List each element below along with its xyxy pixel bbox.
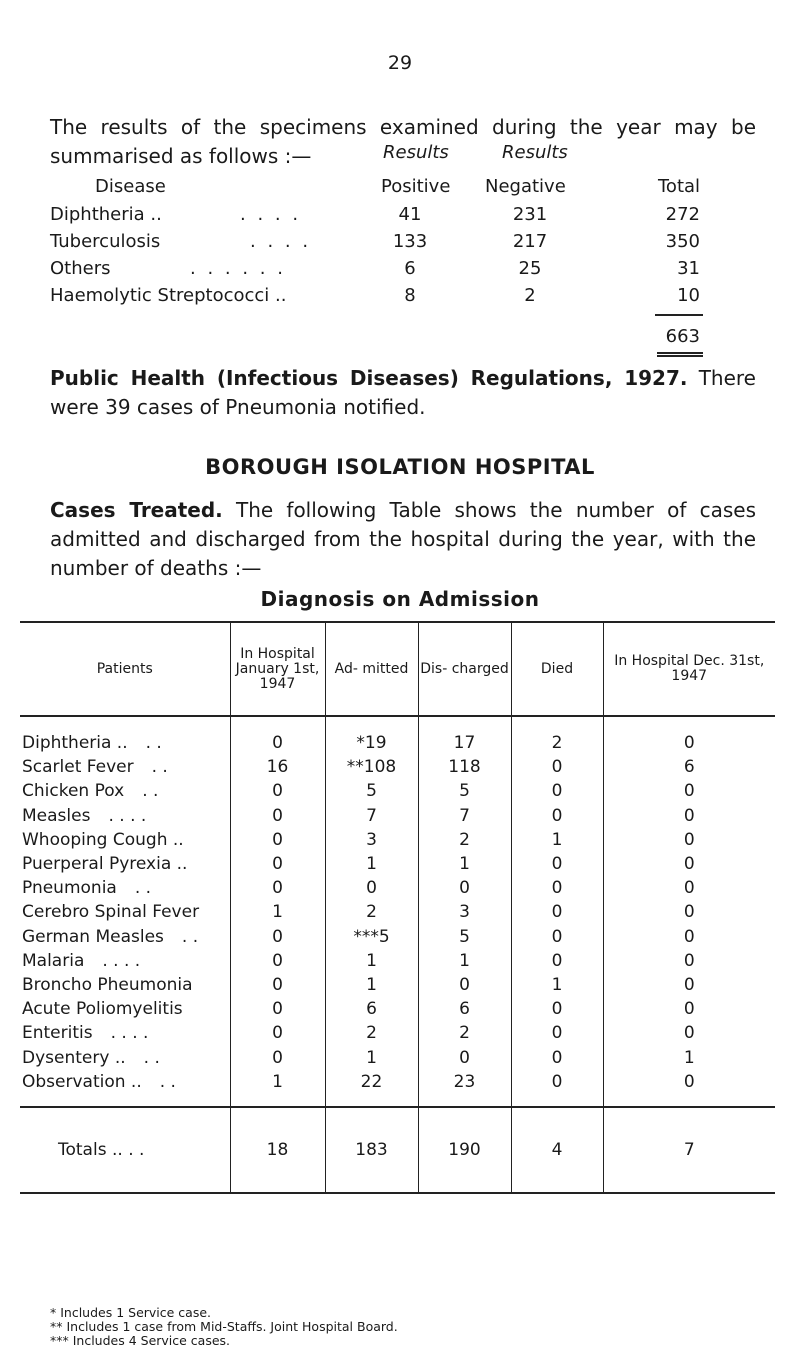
totals-dec: 7 (603, 1107, 775, 1193)
cell-jan: 0 (230, 779, 325, 803)
patient-diagnosis (20, 1070, 230, 1107)
results-negative-header-top: Results (502, 142, 568, 163)
cell-discharged: 23 (418, 1070, 511, 1107)
results-row-total: 350 (665, 231, 700, 252)
diagnosis-name: Whooping Cough .. (22, 829, 184, 850)
patient-diagnosis (20, 828, 230, 852)
table-row (20, 716, 775, 755)
cell-dec: 0 (603, 949, 775, 973)
diagnosis-dots: . . (159, 1071, 176, 1092)
cell-died: 0 (511, 1021, 603, 1045)
cell-dec: 0 (603, 804, 775, 828)
cell-admitted: **108 (325, 755, 418, 779)
results-row-positive: 8 (404, 285, 416, 306)
table-row (20, 755, 775, 779)
table-row (20, 876, 775, 900)
double-rule-top (657, 352, 703, 354)
table-row (20, 925, 775, 949)
cell-died: 0 (511, 925, 603, 949)
cell-discharged: 2 (418, 828, 511, 852)
results-row-disease: Tuberculosis (50, 231, 161, 252)
totals-died: 4 (511, 1107, 603, 1193)
diagnosis-dots: . . (151, 757, 168, 778)
page-number: 29 (387, 52, 413, 74)
table-row (20, 828, 775, 852)
cell-discharged: 5 (418, 779, 511, 803)
cell-jan: 0 (230, 852, 325, 876)
totals-dots: . . (128, 1139, 145, 1160)
cases-treated-paragraph (50, 496, 756, 583)
cell-admitted: 2 (325, 1021, 418, 1045)
header-admitted: Ad- mitted (325, 622, 418, 716)
results-row-disease: Diphtheria .. (50, 204, 162, 225)
cell-jan: 0 (230, 973, 325, 997)
patient-diagnosis (20, 716, 230, 755)
results-row-dots: . . . . (240, 204, 302, 225)
cell-dec: 0 (603, 876, 775, 900)
diagnosis-name: Diphtheria .. (22, 733, 128, 754)
cell-jan: 0 (230, 804, 325, 828)
cases-treated-text: The following Table shows the number of cases admitted and discharged from the hospital during the year, with the number of deaths :— (50, 498, 756, 580)
cell-jan: 16 (230, 755, 325, 779)
cell-admitted: 1 (325, 1045, 418, 1069)
cell-admitted: 3 (325, 828, 418, 852)
patient-diagnosis (20, 925, 230, 949)
cell-jan: 0 (230, 997, 325, 1021)
header-died: Died (511, 622, 603, 716)
cell-jan: 0 (230, 949, 325, 973)
cell-died: 0 (511, 949, 603, 973)
diagnosis-name: Chicken Pox (22, 781, 125, 802)
cell-died: 0 (511, 852, 603, 876)
table-row (20, 900, 775, 924)
results-row-dots: . . . . (250, 231, 312, 252)
table-row (20, 852, 775, 876)
table-row (20, 804, 775, 828)
regulations-title: Public Health (Infectious Diseases) Regulations, 1927. (50, 366, 688, 390)
cell-dec: 0 (603, 1070, 775, 1107)
results-row-negative: 231 (512, 204, 548, 225)
cell-admitted: 2 (325, 900, 418, 924)
regulations-paragraph (50, 364, 756, 422)
diagnosis-name: Enteritis (22, 1023, 93, 1044)
cell-discharged: 17 (418, 716, 511, 755)
cell-discharged: 5 (418, 925, 511, 949)
table-row (20, 779, 775, 803)
results-row-total: 272 (665, 204, 700, 225)
results-row-total: 10 (677, 285, 700, 306)
cell-died: 0 (511, 1045, 603, 1069)
header-in-hospital-jan: In Hospital January 1st, 1947 (230, 622, 325, 716)
diagnosis-dots: . . (181, 926, 199, 947)
cell-dec: 0 (603, 716, 775, 755)
cell-discharged: 0 (418, 1045, 511, 1069)
patient-diagnosis (20, 900, 230, 924)
cell-died: 1 (511, 828, 603, 852)
cell-jan: 0 (230, 1021, 325, 1045)
results-row-positive: 6 (404, 258, 416, 279)
results-row-total: 31 (677, 258, 700, 279)
cell-admitted: 1 (325, 973, 418, 997)
cell-jan: 0 (230, 716, 325, 755)
diagnosis-dots: . . (142, 781, 159, 802)
cell-admitted: 0 (325, 876, 418, 900)
cell-discharged: 2 (418, 1021, 511, 1045)
cell-died: 0 (511, 997, 603, 1021)
totals-row (20, 1107, 775, 1193)
cell-dec: 0 (603, 852, 775, 876)
regulations-text: There were 39 cases of Pneumonia notified. (50, 366, 756, 419)
diagnosis-dots: . . . . (110, 1023, 149, 1044)
patient-diagnosis (20, 1045, 230, 1069)
cell-jan: 0 (230, 925, 325, 949)
table-row (20, 949, 775, 973)
cell-dec: 0 (603, 900, 775, 924)
hospital-heading: BOROUGH ISOLATION HOSPITAL (205, 455, 595, 479)
diagnosis-dots: . . (145, 733, 162, 754)
cell-discharged: 3 (418, 900, 511, 924)
cell-admitted: 5 (325, 779, 418, 803)
cell-died: 0 (511, 1070, 603, 1107)
cell-died: 0 (511, 755, 603, 779)
cell-died: 1 (511, 973, 603, 997)
cell-dec: 0 (603, 973, 775, 997)
cell-dec: 0 (603, 779, 775, 803)
cell-admitted: 1 (325, 949, 418, 973)
diagnosis-name: Dysentery .. (22, 1047, 126, 1068)
header-patients: Patients (20, 622, 230, 716)
table-row (20, 1070, 775, 1107)
cell-jan: 1 (230, 1070, 325, 1107)
cell-admitted: 1 (325, 852, 418, 876)
results-row-negative: 217 (512, 231, 548, 252)
patient-diagnosis (20, 804, 230, 828)
patient-diagnosis (20, 876, 230, 900)
results-row-positive: 133 (392, 231, 428, 252)
patient-diagnosis (20, 1021, 230, 1045)
patient-diagnosis (20, 997, 230, 1021)
cell-admitted: *19 (325, 716, 418, 755)
cell-dec: 0 (603, 828, 775, 852)
footnote: *** Includes 4 Service cases. (50, 1333, 231, 1348)
diagnosis-dots: . . (134, 878, 152, 899)
totals-discharged: 190 (418, 1107, 511, 1193)
results-row-negative: 25 (518, 258, 542, 279)
cell-jan: 1 (230, 900, 325, 924)
cell-dec: 1 (603, 1045, 775, 1069)
cases-treated-title: Cases Treated. (50, 498, 223, 522)
header-discharged: Dis- charged (418, 622, 511, 716)
patient-diagnosis (20, 852, 230, 876)
results-row-disease: Others (50, 258, 111, 279)
cell-dec: 0 (603, 1021, 775, 1045)
admission-table (20, 621, 775, 1194)
footnote: * Includes 1 Service case. (50, 1305, 212, 1320)
results-negative-header: Negative (485, 176, 566, 197)
diagnosis-name: Scarlet Fever (22, 757, 134, 778)
results-row-dots: . . . . . . (190, 258, 286, 279)
table-row (20, 1021, 775, 1045)
cell-discharged: 0 (418, 973, 511, 997)
diagnosis-heading: Diagnosis on Admission (260, 587, 540, 611)
double-rule-bottom (657, 355, 703, 357)
diagnosis-name: Pneumonia (22, 878, 117, 899)
cell-discharged: 7 (418, 804, 511, 828)
diagnosis-dots: . . . . (102, 950, 141, 971)
cell-admitted: 7 (325, 804, 418, 828)
results-row-negative: 2 (524, 285, 536, 306)
results-positive-header-top: Results (383, 142, 449, 163)
intro-paragraph: The results of the specimens examined during the year may be summarised as follows :— (50, 115, 756, 168)
cell-jan: 0 (230, 1045, 325, 1069)
totals-label (20, 1107, 230, 1193)
diagnosis-name: Acute Poliomyelitis (22, 999, 183, 1020)
cell-died: 0 (511, 876, 603, 900)
footnote: ** Includes 1 case from Mid-Staffs. Joint Hospital Board. (50, 1319, 398, 1334)
diagnosis-name: Malaria (22, 950, 85, 971)
diagnosis-dots: . . . . (108, 805, 147, 826)
table-row (20, 973, 775, 997)
cell-dec: 0 (603, 925, 775, 949)
cell-dec: 0 (603, 997, 775, 1021)
cell-admitted: 22 (325, 1070, 418, 1107)
results-row-positive: 41 (398, 204, 422, 225)
cell-died: 0 (511, 804, 603, 828)
results-positive-header: Positive (381, 176, 451, 197)
patient-diagnosis (20, 755, 230, 779)
diagnosis-name: Cerebro Spinal Fever (22, 902, 200, 923)
table-row (20, 997, 775, 1021)
cell-admitted: 6 (325, 997, 418, 1021)
diagnosis-name: Broncho Pheumonia (22, 974, 193, 995)
cell-discharged: 6 (418, 997, 511, 1021)
cell-died: 0 (511, 900, 603, 924)
total-rule (655, 314, 703, 316)
header-in-hospital-dec: In Hospital Dec. 31st, 1947 (603, 622, 775, 716)
patient-diagnosis (20, 973, 230, 997)
patient-diagnosis (20, 949, 230, 973)
cell-discharged: 1 (418, 949, 511, 973)
cell-discharged: 1 (418, 852, 511, 876)
totals-admitted: 183 (325, 1107, 418, 1193)
diagnosis-name: Measles (22, 805, 91, 826)
cell-admitted: ***5 (325, 925, 418, 949)
results-total-header: Total (658, 176, 701, 197)
cell-died: 0 (511, 779, 603, 803)
cell-discharged: 0 (418, 876, 511, 900)
cell-died: 2 (511, 716, 603, 755)
diagnosis-name: German Measles (22, 926, 164, 947)
table-row (20, 1045, 775, 1069)
cell-dec: 6 (603, 755, 775, 779)
cell-jan: 0 (230, 828, 325, 852)
results-disease-header: Disease (95, 176, 166, 197)
cell-discharged: 118 (418, 755, 511, 779)
results-grand-total: 663 (665, 326, 700, 347)
diagnosis-name: Puerperal Pyrexia .. (22, 854, 188, 875)
cell-jan: 0 (230, 876, 325, 900)
patient-diagnosis (20, 779, 230, 803)
results-row-disease: Haemolytic Streptococci .. (50, 285, 287, 306)
admission-header-row (20, 622, 775, 716)
totals-jan: 18 (230, 1107, 325, 1193)
diagnosis-name: Observation .. (22, 1071, 142, 1092)
diagnosis-dots: . . (143, 1047, 160, 1068)
totals-name: Totals .. (58, 1139, 123, 1160)
